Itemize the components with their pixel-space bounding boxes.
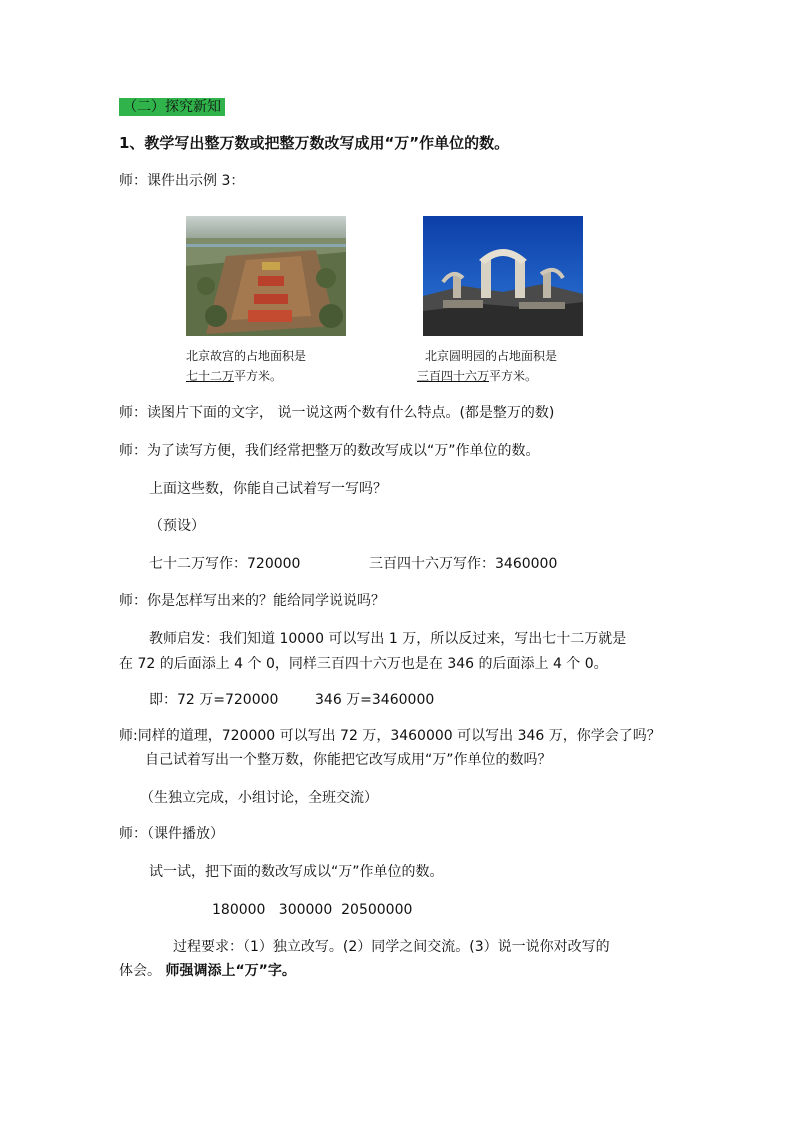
paragraph-9: 师:同样的道理，720000 可以写出 72 万，3460000 可以写出 346 万，你学会了吗？ xyxy=(119,728,661,744)
paragraph-8b: 346 万=3460000 xyxy=(315,692,435,708)
paragraph-8a: 即：72 万=720000 xyxy=(149,692,279,708)
forbidden-city-photo xyxy=(186,216,346,336)
paragraph-1: 师：读图片下面的文字， 说一说这两个数有什么特点。(都是整万的数) xyxy=(119,405,555,421)
caption-left-line1: 北京故宫的占地面积是 xyxy=(186,349,307,363)
paragraph-11: （生独立完成，小组讨论，全班交流） xyxy=(140,790,378,806)
paragraph-12: 师：（课件播放） xyxy=(119,826,224,842)
caption-left-unit: 平方米。 xyxy=(234,369,283,383)
forbidden-city-image xyxy=(186,216,346,336)
caption-right-line1: 北京圆明园的占地面积是 xyxy=(425,349,558,363)
section-heading-highlight: （二）探究新知 xyxy=(119,98,225,116)
paragraph-3: 上面这些数，你能自己试着写一写吗？ xyxy=(149,481,387,497)
paragraph-5b: 三百四十六万写作：3460000 xyxy=(369,556,558,572)
section-heading xyxy=(119,98,225,116)
paragraph-15b-bold: 师强调添上“万”字。 xyxy=(165,963,296,979)
caption-right-unit: 平方米。 xyxy=(489,369,538,383)
paragraph-15b xyxy=(119,962,296,980)
paragraph-15b-normal: 体会。 xyxy=(119,963,166,979)
paragraph-6: 师：你是怎样写出来的？能给同学说说吗？ xyxy=(119,593,385,609)
paragraph-4: （预设） xyxy=(149,518,205,534)
paragraph-7a: 教师启发：我们知道 10000 可以写出 1 万，所以反过来，写出七十二万就是 xyxy=(149,631,627,647)
paragraph-5a: 七十二万写作：720000 xyxy=(149,556,301,572)
paragraph-13: 试一试，把下面的数改写成以“万”作单位的数。 xyxy=(149,864,444,880)
paragraph-2: 师：为了读写方便，我们经常把整万的数改写成以“万”作单位的数。 xyxy=(119,443,540,459)
caption-left-line2 xyxy=(186,366,282,386)
paragraph-14: 180000 300000 20500000 xyxy=(212,902,413,918)
caption-right-line2 xyxy=(417,366,537,386)
paragraph-10: 自己试着写出一个整万数，你能把它改写成用“万”作单位的数吗？ xyxy=(145,752,552,768)
yuanmingyuan-photo xyxy=(423,216,583,336)
paragraph-15a: 过程要求：（1）独立改写。(2）同学之间交流。(3）说一说你对改写的 xyxy=(173,939,610,955)
paragraph-7b: 在 72 的后面添上 4 个 0，同样三百四十六万也是在 346 的后面添上 4 个 0。 xyxy=(119,656,608,672)
caption-left-number: 七十二万 xyxy=(186,369,235,383)
line-intro: 师：课件出示例 3： xyxy=(119,173,245,189)
heading-1: 1、教学写出整万数或把整万数改写成用“万”作单位的数。 xyxy=(119,134,510,152)
caption-right-number: 三百四十六万 xyxy=(417,369,490,383)
yuanmingyuan-image xyxy=(423,216,583,336)
